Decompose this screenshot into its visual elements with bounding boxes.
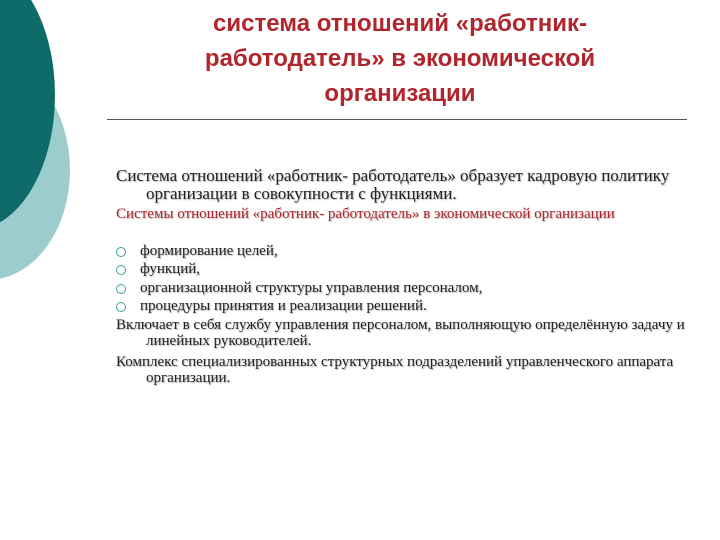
list-item-text: функций, [140,261,200,277]
list-item-text: организационной структуры управления персоналом, [140,279,483,296]
slide-content [116,167,706,387]
circle-bullet-icon [116,265,126,275]
list-item [116,261,706,278]
list-item [116,298,706,315]
closing-paragraph: Комплекс специализированных структурных подразделений управленческого аппарата организации. [116,353,674,386]
list-item [116,280,706,297]
list-item [116,243,706,260]
circle-bullet-icon [116,302,126,312]
list-item-text: формирование целей, [140,242,278,259]
circle-bullet-icon [116,247,126,257]
decorative-circles [0,0,100,300]
closing-paragraph: Включает в себя службу управления персоналом, выполняющую определённую задачу и линейных руководителей. [116,316,685,349]
list-item-text: процедуры принятия и реализации решений. [140,298,427,314]
intro-paragraph: Система отношений «работник- работодатель» образует кадровую политику организации в совокупности с функциями. [116,166,670,203]
bullet-list [116,243,706,315]
slide-title: система отношений «работник-работодатель» в экономической организации [204,10,596,107]
title-divider [107,119,687,120]
circle-bullet-icon [116,284,126,294]
systems-paragraph: Системы отношений «работник- работодатель» в экономической организации [116,206,615,222]
